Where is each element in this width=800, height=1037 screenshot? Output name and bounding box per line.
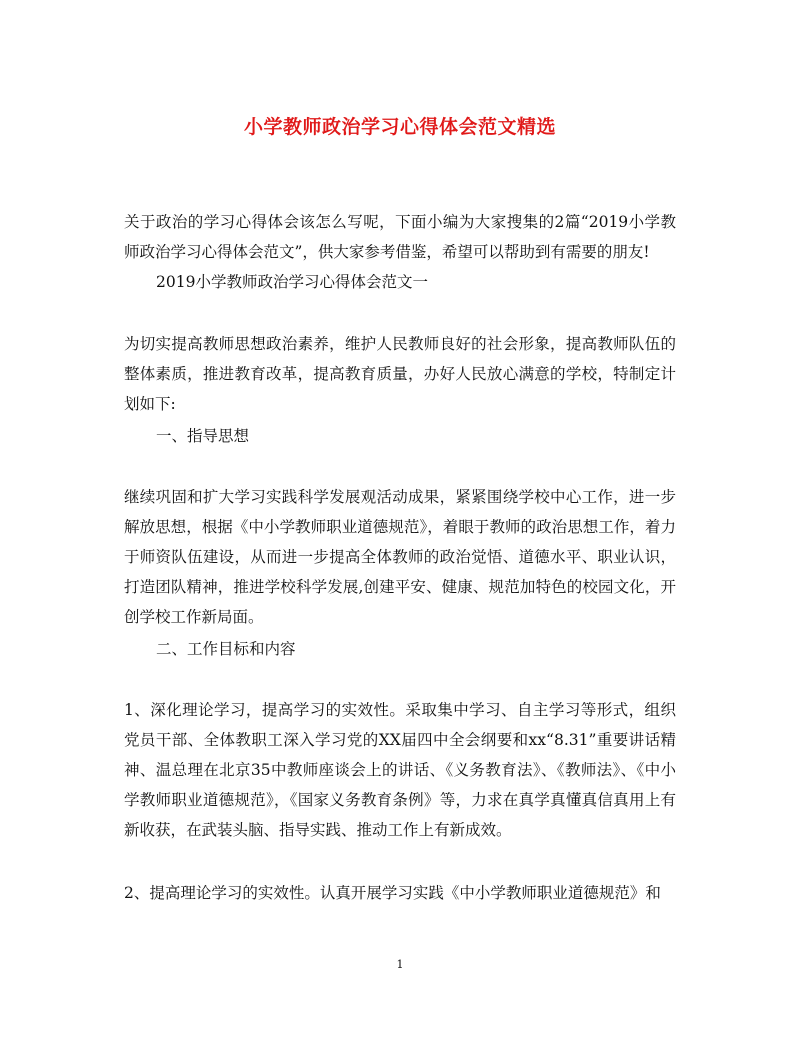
paragraph-2: 继续巩固和扩大学习实践科学发展观活动成果，紧紧围绕学校中心工作，进一步解放思想，根据《中小学教师职业道德规范》，着眼于教师的政治思想工作，着力于师资队伍建设，从而进一步提高全体教师的政治觉悟、道德水平、职业认识，打造团队精神，推进学校科学发展,创建平安、健康、规范加特色的校园文化，开创学校工作新局面。 [124, 488, 676, 626]
paragraph-4: 2、提高理论学习的实效性。认真开展学习实践《中小学教师职业道德规范》和 [124, 884, 661, 902]
intro-paragraph: 关于政治的学习心得体会该怎么写呢，下面小编为大家搜集的2篇“2019小学教师政治学习心得体会范文”，供大家参考借鉴，希望可以帮助到有需要的朋友! [124, 213, 676, 261]
paragraph-3: 1、深化理论学习，提高学习的实效性。采取集中学习、自主学习等形式，组织党员干部、全体教职工深入学习党的XX届四中全会纲要和xx“8.31”重要讲话精神、温总理在北京35中教师座谈会上的讲话、《义务教育法》、《教师法》、《中小学教师职业道德规范》，《国家义务教育条例》等，力求在真学真懂真信真用上有新收获，在武装头脑、指导实践、推动工作上有新成效。 [124, 701, 676, 839]
section-heading: 2019小学教师政治学习心得体会范文一 [156, 273, 428, 291]
page-number: 1 [396, 958, 404, 971]
paragraph-1: 为切实提高教师思想政治素养，维护人民教师良好的社会形象，提高教师队伍的整体素质，推进教育改革，提高教育质量，办好人民放心满意的学校，特制定计划如下: [124, 335, 676, 413]
heading-guiding-thought: 一、指导思想 [156, 427, 250, 445]
heading-work-goals: 二、工作目标和内容 [156, 640, 296, 658]
document-title: 小学教师政治学习心得体会范文精选 [243, 116, 556, 138]
